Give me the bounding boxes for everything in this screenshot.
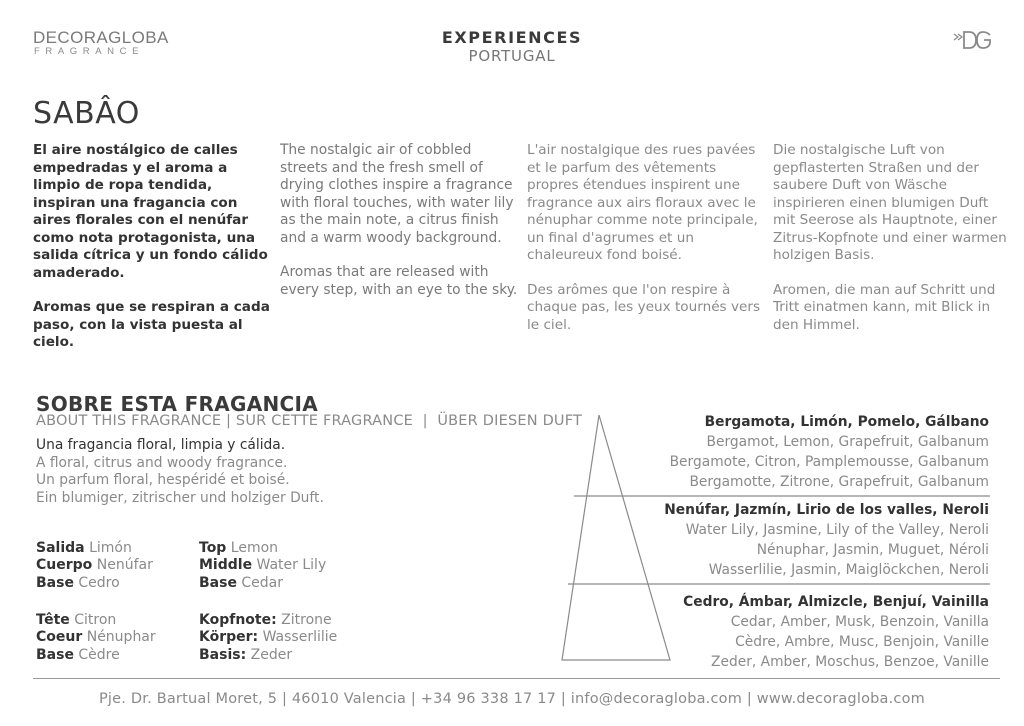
description-line: Ein blumiger, zitrischer und holziger Duft. [36, 489, 324, 506]
note-row: Coeur Nénuphar [36, 629, 156, 646]
tier-heading: Bergamota, Limón, Pomelo, Gálbano [704, 414, 989, 430]
page-title: SABÂO [33, 96, 140, 131]
intro-en-paragraph: Aromas that are released with every step, with an eye to the sky. [280, 264, 518, 298]
footer-divider [33, 678, 1000, 679]
tier-heading: Cedro, Ámbar, Almizcle, Benjuí, Vainilla [683, 594, 989, 610]
about-description [36, 437, 324, 507]
note-row: Base Cedar [199, 574, 284, 591]
about-title: SOBRE ESTA FRAGANCIA [36, 392, 319, 416]
tier-line: Cedar, Amber, Musk, Benzoin, Vanilla [730, 614, 989, 630]
note-row: Cuerpo Nenúfar [36, 557, 153, 574]
tier-heading: Nenúfar, Jazmín, Lirio de los valles, Neroli [664, 502, 989, 518]
intro-en-paragraph: The nostalgic air of cobbled streets and the fresh smell of drying clothes inspire a fragrance with floral touches, with water lily as the main note, a citrus finish and a warm woody background. [280, 142, 514, 246]
note-row: Tête Citron [36, 612, 117, 628]
pyramid-tier-middle [664, 500, 989, 580]
intro-german [773, 142, 1013, 351]
brand-logo-subtitle: FRAGRANCE [34, 46, 145, 57]
tier-line: Bergamot, Lemon, Grapefruit, Galbanum [706, 434, 989, 450]
note-row: Top Lemon [199, 540, 279, 556]
note-row: Middle Water Lily [199, 557, 327, 574]
tier-line: Zeder, Amber, Moschus, Benzoe, Vanille [711, 654, 989, 670]
notes-english [199, 540, 326, 592]
intro-de-paragraph: Die nostalgische Luft von gepflasterten Straßen und der saubere Duft von Wäsche inspirieren einen blumigen Duft mit Seerose als Hauptnote, einer Zitrus-Kopfnote und einer warmen holzigen Basis. [773, 142, 1007, 263]
note-row: Base Cèdre [36, 646, 120, 663]
note-row: Körper: Wasserlilie [199, 629, 338, 646]
brand-logo: DECORAGLOBA [33, 28, 169, 47]
description-line: Un parfum floral, hespéridé et boisé. [36, 472, 290, 488]
intro-de-paragraph: Aromen, die man auf Schritt und Tritt einatmen kann, mit Blick in den Himmel. [773, 281, 996, 333]
intro-french [527, 142, 767, 351]
description-line: Una fragancia floral, limpia y cálida. [36, 437, 286, 453]
tier-line: Bergamotte, Zitrone, Grapefruit, Galbanum [689, 474, 989, 490]
about-subtitle: ABOUT THIS FRAGRANCE | SUR CETTE FRAGRANCE | ÜBER DIESEN DUFT [36, 413, 583, 429]
pyramid-tier-base [683, 592, 989, 672]
intro-es-paragraph: El aire nostálgico de calles empedradas y el aroma a limpio de ropa tendida, inspiran una fragancia con aires florales con el nenúfar como nota protagonista, una salida cítrica y un fondo cálido amaderado. [33, 142, 268, 281]
note-row: Salida Limón [36, 540, 132, 556]
pyramid-tier-top [670, 412, 989, 492]
notes-spanish [36, 540, 153, 592]
tier-line: Bergamote, Citron, Pamplemousse, Galbanum [669, 454, 989, 470]
note-row: Basis: Zeder [199, 646, 293, 663]
note-row: Base Cedro [36, 574, 120, 591]
intro-english [280, 142, 520, 316]
header-subtitle: PORTUGAL [468, 47, 556, 65]
tier-line: Nénuphar, Jasmin, Muguet, Néroli [756, 542, 989, 558]
dg-logo-icon [952, 28, 994, 56]
intro-fr-paragraph: L'air nostalgique des rues pavées et le parfum des vêtements propres étendues inspirent une fragrance aux airs floraux avec le nénuphar comme note principale, un final d'agrumes et un chaleureux fond boisé. [527, 142, 758, 263]
tier-line: Wasserlilie, Jasmin, Maiglöckchen, Neroli [708, 562, 989, 578]
intro-spanish [33, 142, 273, 369]
notes-german [199, 612, 337, 664]
tier-line: Cèdre, Ambre, Musc, Benjoin, Vanille [735, 634, 989, 650]
intro-es-paragraph: Aromas que se respiran a cada paso, con la vista puesta al cielo. [33, 299, 270, 350]
intro-fr-paragraph: Des arômes que l'on respire à chaque pas, les yeux tournés vers le ciel. [527, 281, 761, 333]
header-title: EXPERIENCES [441, 28, 583, 47]
tier-line: Water Lily, Jasmine, Lily of the Valley, Neroli [685, 522, 989, 538]
description-line: A floral, citrus and woody fragrance. [36, 454, 288, 471]
note-row: Kopfnote: Zitrone [199, 612, 332, 628]
footer-contact: Pje. Dr. Bartual Moret, 5 | 46010 Valencia | +34 96 338 17 17 | info@decoragloba.com | www.decoragloba.com [98, 691, 926, 707]
notes-french [36, 612, 156, 664]
